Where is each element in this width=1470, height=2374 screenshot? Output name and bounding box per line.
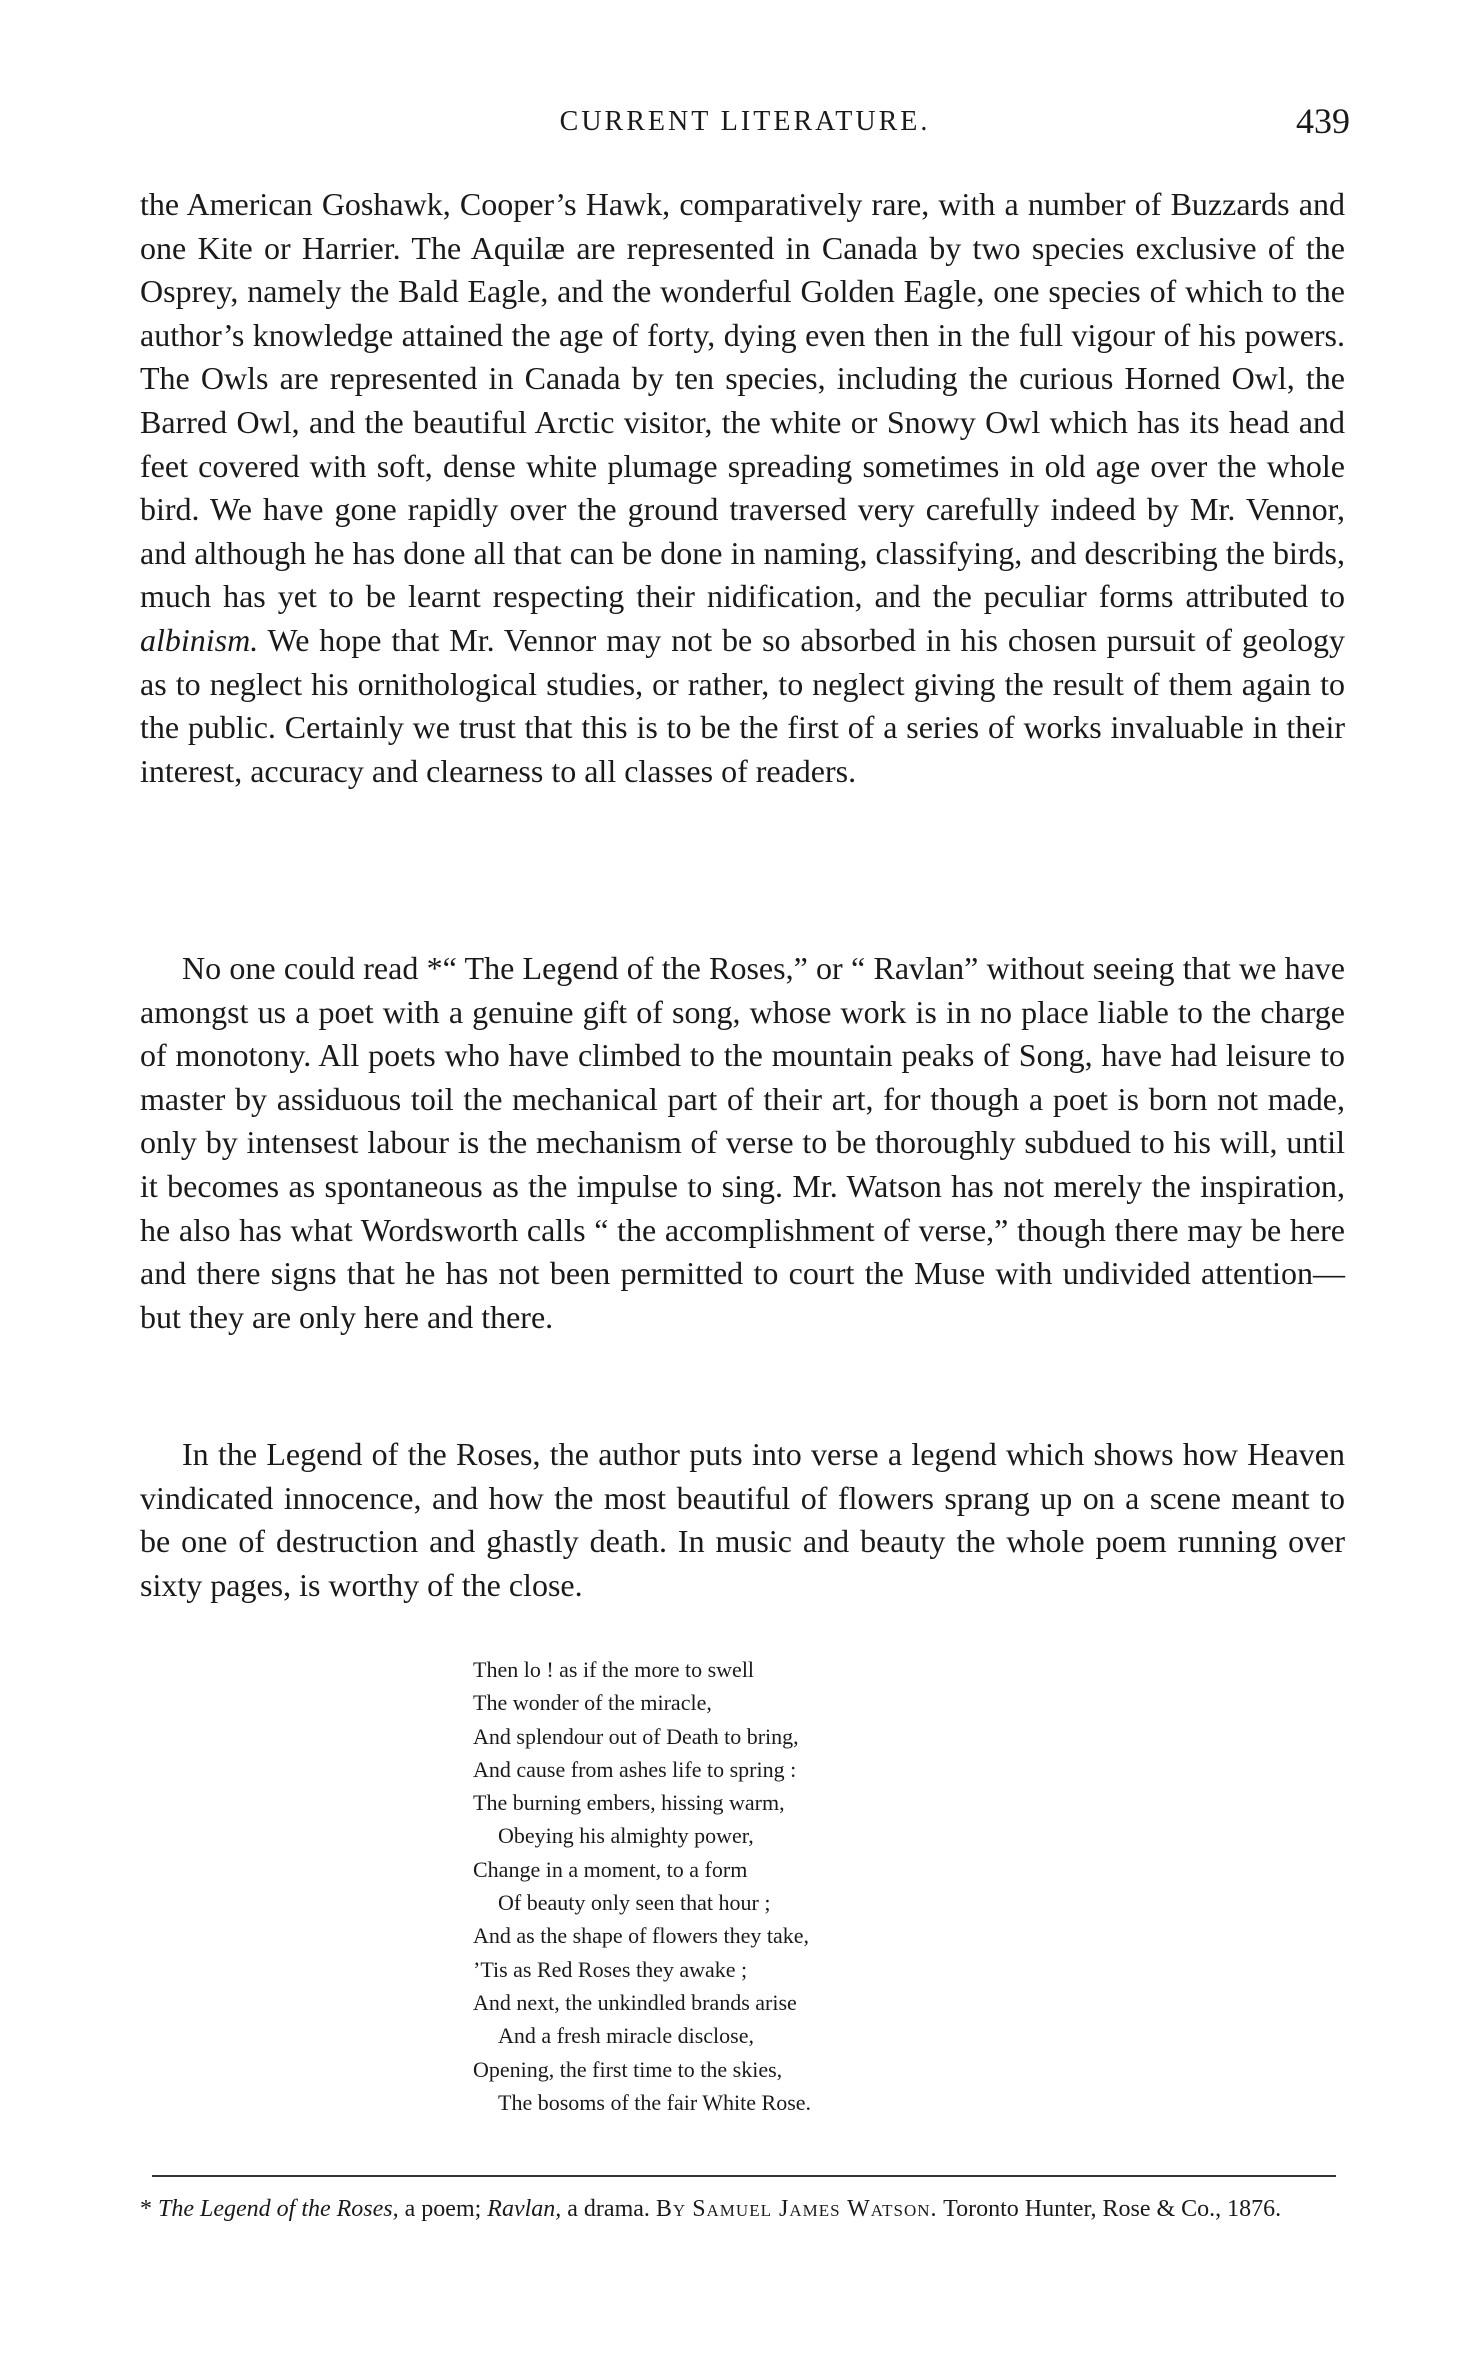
footnote-publisher: Toronto Hunter, Rose & Co., 1876.: [943, 2196, 1282, 2222]
poem-line: The bosoms of the fair White Rose.: [498, 2089, 812, 2115]
poem-line: And as the shape of flowers they take,: [473, 1923, 810, 1949]
footnote-title-ravlan: Ravlan,: [487, 2196, 562, 2222]
page-number: 439: [1296, 101, 1350, 141]
poem-line: Change in a moment, to a form: [473, 1856, 748, 1882]
running-title: CURRENT LITERATURE.: [559, 106, 931, 137]
poem-line: And splendour out of Death to bring,: [473, 1723, 799, 1749]
running-head: [140, 100, 1350, 150]
poem-line: Then lo ! as if the more to swell: [473, 1657, 755, 1682]
poem-line: Of beauty only seen that hour ;: [498, 1890, 771, 1916]
poem-line: Obeying his almighty power,: [498, 1823, 754, 1849]
footnote-marker: *: [140, 2196, 152, 2222]
paragraph-birds-text-end: We hope that Mr. Vennor may not be so absorbed in his chosen pursuit of geology as to neglect his ornithological studies, or rather, to neglect giving the result of them again to the public. Certainly we trust that this is to be the first of a series of works invaluable in their interest, accuracy and clearness to all classes of readers.: [140, 621, 1346, 789]
paragraph-legend-summary: [140, 1433, 1345, 1607]
paragraph-legend-review-text: No one could read *“ The Legend of the Roses,” or “ Ravlan” without seeing that we have amongst us a poet with a genuine gift of song, whose work is in no place liable to the charge of monotony. All poets who have climbed to the mountain peaks of Song, have had leisure to master by assiduous toil the mechanical part of their art, for though a poet is born not made, only by intensest labour is the mechanism of verse to be thoroughly subdued to his will, until it becomes as spontaneous as the impulse to sing. Mr. Watson has not merely the inspiration, he also has what Wordsworth calls “ the accomplishment of verse,” though there may be here and there signs that he has not been permitted to court the Muse with undivided attention—but they are only here and there.: [140, 950, 1345, 1335]
poem-excerpt: [473, 1653, 811, 2119]
footnote-text: a drama.: [567, 2196, 650, 2222]
paragraph-legend-summary-text: In the Legend of the Roses, the author puts into verse a legend which shows how Heaven vindicated innocence, and how the most beautiful of flowers sprang up on a scene meant to be one of destruction and ghastly death. In music and beauty the whole poem running over sixty pages, is worthy of the close.: [140, 1436, 1345, 1603]
poem-line: And a fresh miracle disclose,: [498, 2023, 754, 2049]
footnote-text: a poem;: [404, 2196, 482, 2222]
footnote-author: Samuel James Watson.: [692, 2196, 938, 2222]
poem-line: And cause from ashes life to spring :: [473, 1756, 797, 1782]
poem-line: And next, the unkindled brands arise: [473, 1989, 797, 2015]
footnote-by: By: [655, 2196, 687, 2222]
footnote-title-legend: The Legend of the Roses,: [158, 2196, 399, 2222]
poem-line: ’Tis as Red Roses they awake ;: [473, 1956, 748, 1982]
paragraph-birds: [140, 183, 1345, 793]
footnote: [140, 2192, 1350, 2226]
poem-line: The wonder of the miracle,: [473, 1690, 712, 1716]
footnote-divider: [152, 2175, 1336, 2177]
poem-line: The burning embers, hissing warm,: [473, 1790, 785, 1816]
poem-line: Opening, the first time to the skies,: [473, 2056, 783, 2082]
paragraph-birds-text: the American Goshawk, Cooper’s Hawk, comparatively rare, with a number of Buzzards and one Kite or Harrier. The Aquilæ are represented in Canada by two species exclusive of the Osprey, namely the Bald Eagle, and the wonderful Golden Eagle, one species of which to the author’s knowledge attained the age of forty, dying even then in the full vigour of his powers. The Owls are represented in Canada by ten species, including the curious Horned Owl, the Barred Owl, and the beautiful Arctic visitor, the white or Snowy Owl which has its head and feet covered with soft, dense white plumage spreading sometimes in old age over the whole bird. We have gone rapidly over the ground traversed very carefully indeed by Mr. Vennor, and although he has done all that can be done in naming, classifying, and describing the birds, much has yet to be learnt respecting their nidification, and the peculiar forms attributed to: [140, 186, 1345, 615]
paragraph-legend-review: [140, 947, 1345, 1339]
italic-albinism: albinism.: [140, 621, 259, 658]
